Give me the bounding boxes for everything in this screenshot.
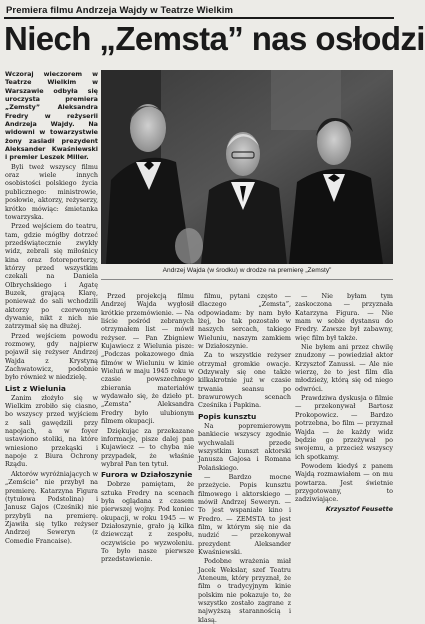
paragraph: Zanim złożyło się w Wielkim zrobiło się ciasno, bo wszyscy przed wyjściem z sali gawędzili przy napojach, a w foyer ustawiono stoliki, na które wniesiono przekąski i napoje z Biura Ochrony Rządu.	[5, 393, 98, 469]
article-kicker: Premiera filmu Andrzeja Wajdy w Teatrze Wielkim	[6, 5, 234, 16]
kicker-rule	[4, 17, 394, 19]
paragraph: Aktorów wyróżniających w „Zemście” nie przybył na premierę. Katarzyna Figura (tytułowa Podstolina) i Janusz Gajos (Cześnik) nie przybyli na premierę. Zjawiła się tylko reżyser Andrzej Seweryn (z Comedie Francaise).	[5, 469, 98, 545]
paragraph: Na popremierowym bankiecie wszyscy zgodnie wychwalali przede wszystkim kunszt aktorski Janusza Gajosa i Romana Polańskiego.	[198, 421, 291, 472]
article-column-1	[5, 70, 98, 545]
article-column-2	[101, 292, 194, 564]
paragraph: Przed wejściem do teatru, tam, gdzie mógłby dotrzeć przedświątecznie zwykły widz, zebrali się miłośnicy kina oraz fotoreporterzy, którzy przed wszystkim czekali na Daniela Olbrychskiego i Agatę Buzek, grającą Klarę, ponieważ do sali wchodzili aktorzy po czerwonym dywanie, nikt z nich nie zatrzymał się na dłużej.	[5, 222, 98, 331]
paragraph: filmu, pytani często — dlaczego „Zemsta”, odpowiadam: by nam było lżej, bo tak pozostało w naszych sercach, takiego Wieluniu, naszym zamkiem w Działoszynie.	[198, 292, 291, 351]
article-column-3	[198, 292, 291, 624]
article-headline: Niech „Zemsta” nas osłodzi	[4, 20, 425, 57]
paragraph: Przed projekcją filmu Andrzej Wajda wygłosił krótkie przemówienie. — Na liście pośród zebranych otrzymałem list — mówił reżyser. — Pan Zbigniew Kujawiecz z Wielunia pisze: „Podczas pokazowego dnia filmów w Wieluniu w kinie Wieluń w maju 1945 roku w czasie powszechnego zbierania materiałów wydawało się, że dzieło pt. „Zemsta” Aleksandra Fredry było ulubionym filmem okupacji.	[101, 292, 194, 426]
subheading-popis-kunsztu: Popis kunsztu	[198, 411, 257, 421]
paragraph: Powodem kiedyś z panem Wajdą rozmawiałem — on mu powtarza. Jest świetnie przygotowany, to zadziwiające.	[295, 461, 393, 504]
paragraph: Dobrze pamiętam, że sztuka Fredry na scenach była oglądana z czasem pierwszej wojny. Pod koniec okupacji, w roku 1945 — w Działoszynie, grało ją kilka dziewcząt z zespołu, oczywiście po wyzwoleniu. To było nasze pierwsze przedstawienie.	[101, 480, 194, 564]
paragraph: — Bardzo mocne przeżycie. Popis kunsztu filmowego i aktorskiego — mówił Andrzej Seweryn. — To jest wspaniałe kino i Fredro. — ZEMSTA to jest film, w którym się nie da nudzić — przekonywał prezydent Aleksander Kwaśniewski.	[198, 472, 291, 556]
subheading-furora: Furora w Działoszynie	[101, 470, 193, 480]
premiere-photo	[101, 70, 393, 264]
paragraph: Za to wszystkie reżyser otrzymał gromkie owacje. Odzywały się one także kilkakrotnie już w czasie trwania seansu po brawurowych scenach Cześnika i Papkina.	[198, 351, 291, 410]
caption-rule	[101, 279, 393, 280]
photo-caption: Andrzej Wajda (w środku) w drodze na premierę „Zemsty”	[162, 267, 332, 274]
paragraph: Przed wejściem powodu rozmowy, gdy najpierw pojawił się reżyser Andrzej Wajda z Krystyną Zachwatowicz, podobnie było również w niedzielę.	[5, 331, 98, 382]
subheading-list-z-wielunia: List z Wielunia	[5, 383, 66, 393]
paragraph: Dziękując za przekazane informacje, pisze dalej pan Kujawiecz — to chyba nie przypadek, że właśnie wybrał Pan ten tytuł.	[101, 426, 194, 468]
article-author: Krzysztof Feusette	[325, 504, 393, 513]
photo-image	[101, 70, 393, 264]
paragraph: Nie byłem ani przez chwilę znudzony — powiedział aktor Krzysztof Zanussi. — Ale nie wierzę, że to jest film dla młodzieży, którą się od niego odwróci.	[295, 343, 393, 393]
paragraph: Prawdziwa dyskusja o filmie — przekonywał Bartosz Prokopowicz. — Bardzo potrzebna, bo film — przyznał Wajda — że każdy widz będzie go przeżywał po swojemu, a przecież wszyscy ich spotkamy.	[295, 394, 393, 461]
paragraph: — Nie byłam tym zaskoczona — przyznała Katarzyna Figura. — Nie mam w sobie dystansu do Fredry. Zawsze był zabawny, więc film był także.	[295, 292, 393, 342]
paragraph: Podobne wrażenia miał Jacek Wekslar, szef Teatru Ateneum, który przyznał, że film o tradycyjnym kinie polskim nie pokazuje to, że wszystko zostało zagrane z najwyższą starannością i klasą.	[198, 557, 291, 624]
lead-paragraph: Wczoraj wieczorem w Teatrze Wielkim w Warszawie odbyła się uroczysta premiera „Zemsty” Aleksandra Fredry w reżyserii Andrzeja Wajdy. Na widowni w towarzystwie żony zasiadł prezydent Aleksander Kwaśniewski i premier Leszek Miller.	[5, 70, 98, 162]
article-column-4	[295, 292, 393, 513]
paragraph: Byli tweż wszyscy filmu oraz wiele innych osobistości polskiego życia publicznego: ministrowie, posłowie, aktorzy, reżyserzy, krótko mówiąc: śmietanka towarzyska.	[5, 162, 98, 221]
